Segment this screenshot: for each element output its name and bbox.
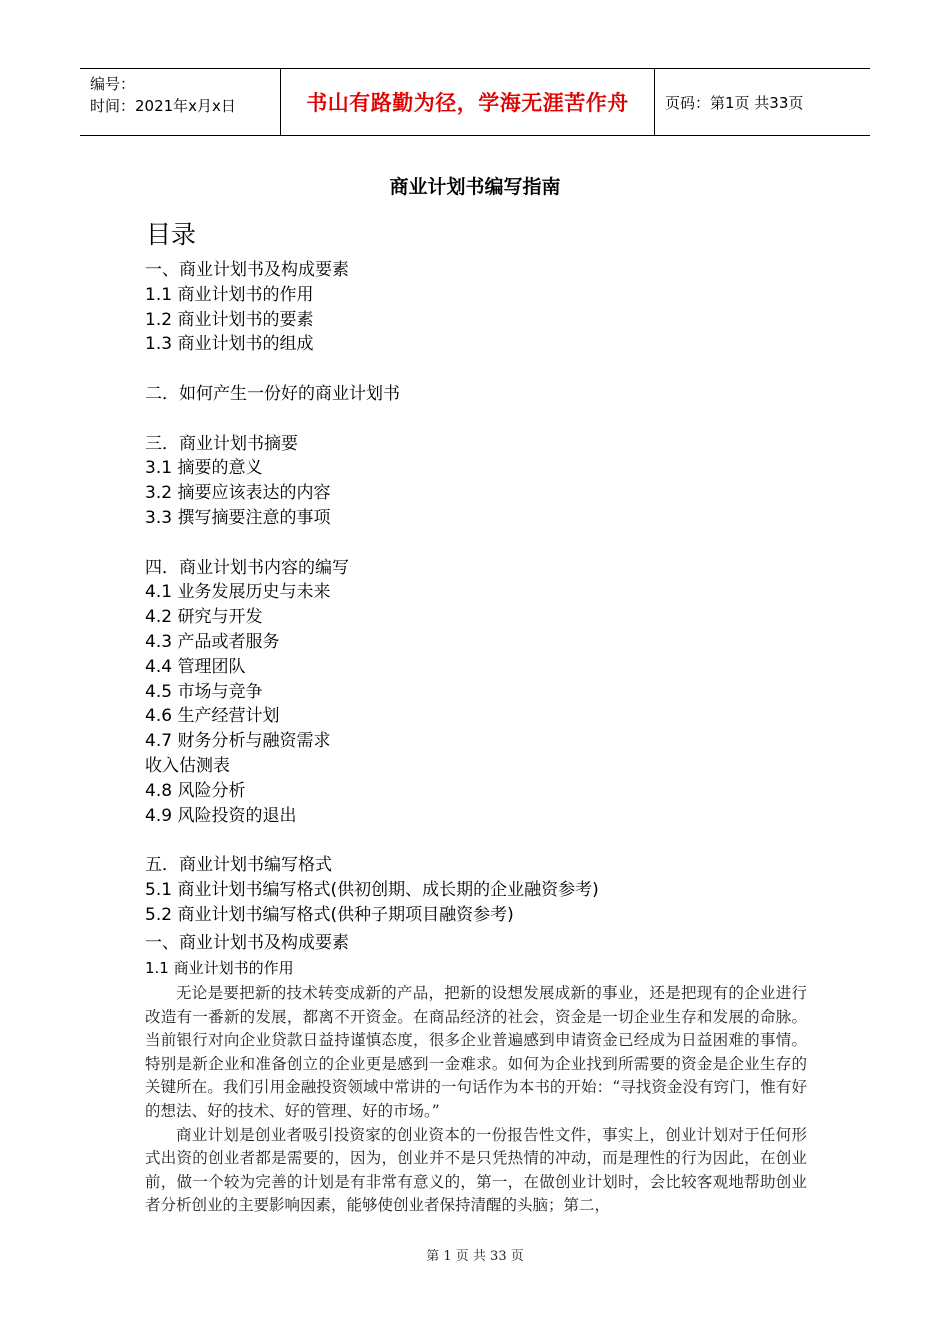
page-header bbox=[80, 68, 870, 136]
toc-item: 3.2 摘要应该表达的内容 bbox=[145, 483, 331, 504]
toc-item: 4.9 风险投资的退出 bbox=[145, 805, 297, 826]
toc-item: 四．商业计划书内容的编写 bbox=[145, 557, 349, 578]
toc-item: 1.3 商业计划书的组成 bbox=[145, 334, 314, 355]
toc-spacer bbox=[145, 407, 845, 432]
header-motto: 书山有路勤为径，学海无涯苦作舟 bbox=[281, 69, 655, 135]
toc-item: 五．商业计划书编写格式 bbox=[145, 855, 332, 876]
toc-item: 4.1 业务发展历史与未来 bbox=[145, 582, 331, 603]
table-of-contents bbox=[145, 258, 845, 928]
document-number-label: 编号： bbox=[90, 75, 136, 93]
toc-heading: 目录 bbox=[146, 220, 197, 249]
toc-item: 4.7 财务分析与融资需求 bbox=[145, 731, 331, 752]
toc-item: 4.3 产品或者服务 bbox=[145, 631, 280, 652]
toc-spacer bbox=[145, 357, 845, 382]
toc-item: 1.1 商业计划书的作用 bbox=[145, 284, 314, 305]
toc-item: 5.1 商业计划书编写格式(供初创期、成长期的企业融资参考) bbox=[145, 879, 599, 900]
toc-spacer bbox=[145, 531, 845, 556]
toc-item: 收入估测表 bbox=[145, 755, 230, 776]
toc-item: 三．商业计划书摘要 bbox=[145, 433, 298, 454]
toc-item: 4.6 生产经营计划 bbox=[145, 706, 280, 727]
header-page-info: 页码：第1页 共33页 bbox=[665, 93, 804, 112]
toc-item: 3.1 摘要的意义 bbox=[145, 458, 263, 479]
toc-item: 一、商业计划书及构成要素 bbox=[145, 260, 349, 280]
toc-item: 二．如何产生一份好的商业计划书 bbox=[145, 383, 400, 404]
body-text bbox=[145, 982, 807, 1218]
page-footer: 第 1 页 共 33 页 bbox=[426, 1249, 524, 1264]
header-meta bbox=[80, 69, 281, 135]
document-date: 时间：2021年x月x日 bbox=[90, 97, 236, 115]
document-title: 商业计划书编写指南 bbox=[389, 176, 561, 198]
toc-item: 1.2 商业计划书的要素 bbox=[145, 309, 314, 330]
toc-item: 4.4 管理团队 bbox=[145, 656, 246, 677]
subsection-heading: 1.1 商业计划书的作用 bbox=[145, 959, 294, 977]
body-paragraph: 商业计划是创业者吸引投资家的创业资本的一份报告性文件，事实上，创业计划对于任何形式出资的创业者都是需要的，因为，创业并不是只凭热情的冲动，而是理性的行为因此，在创业前，做一个较为完善的计划是有非常有意义的，第一，在做创业计划时，会比较客观地帮助创业者分析创业的主要影响因素，能够使创业者保持清醒的头脑；第二， bbox=[145, 1125, 807, 1215]
toc-spacer bbox=[145, 828, 845, 853]
toc-item: 4.2 研究与开发 bbox=[145, 607, 263, 628]
toc-item: 4.8 风险分析 bbox=[145, 780, 246, 801]
toc-item: 3.3 撰写摘要注意的事项 bbox=[145, 507, 331, 528]
toc-item: 5.2 商业计划书编写格式(供种子期项目融资参考) bbox=[145, 904, 514, 925]
toc-item: 4.5 市场与竞争 bbox=[145, 681, 263, 702]
body-paragraph: 无论是要把新的技术转变成新的产品，把新的设想发展成新的事业，还是把现有的企业进行改造有一番新的发展，都离不开资金。在商品经济的社会，资金是一切企业生存和发展的命脉。当前银行对向企业贷款日益持谨慎态度，很多企业普遍感到申请资金已经成为日益困难的事情。特别是新企业和准备创立的企业更是感到一金难求。如何为企业找到所需要的资金是企业生存的关键所在。我们引用金融投资领域中常讲的一句话作为本书的开始：“寻找资金没有窍门，惟有好的想法、好的技术、好的管理、好的市场。” bbox=[145, 984, 807, 1120]
section-heading: 一、商业计划书及构成要素 bbox=[145, 933, 349, 953]
